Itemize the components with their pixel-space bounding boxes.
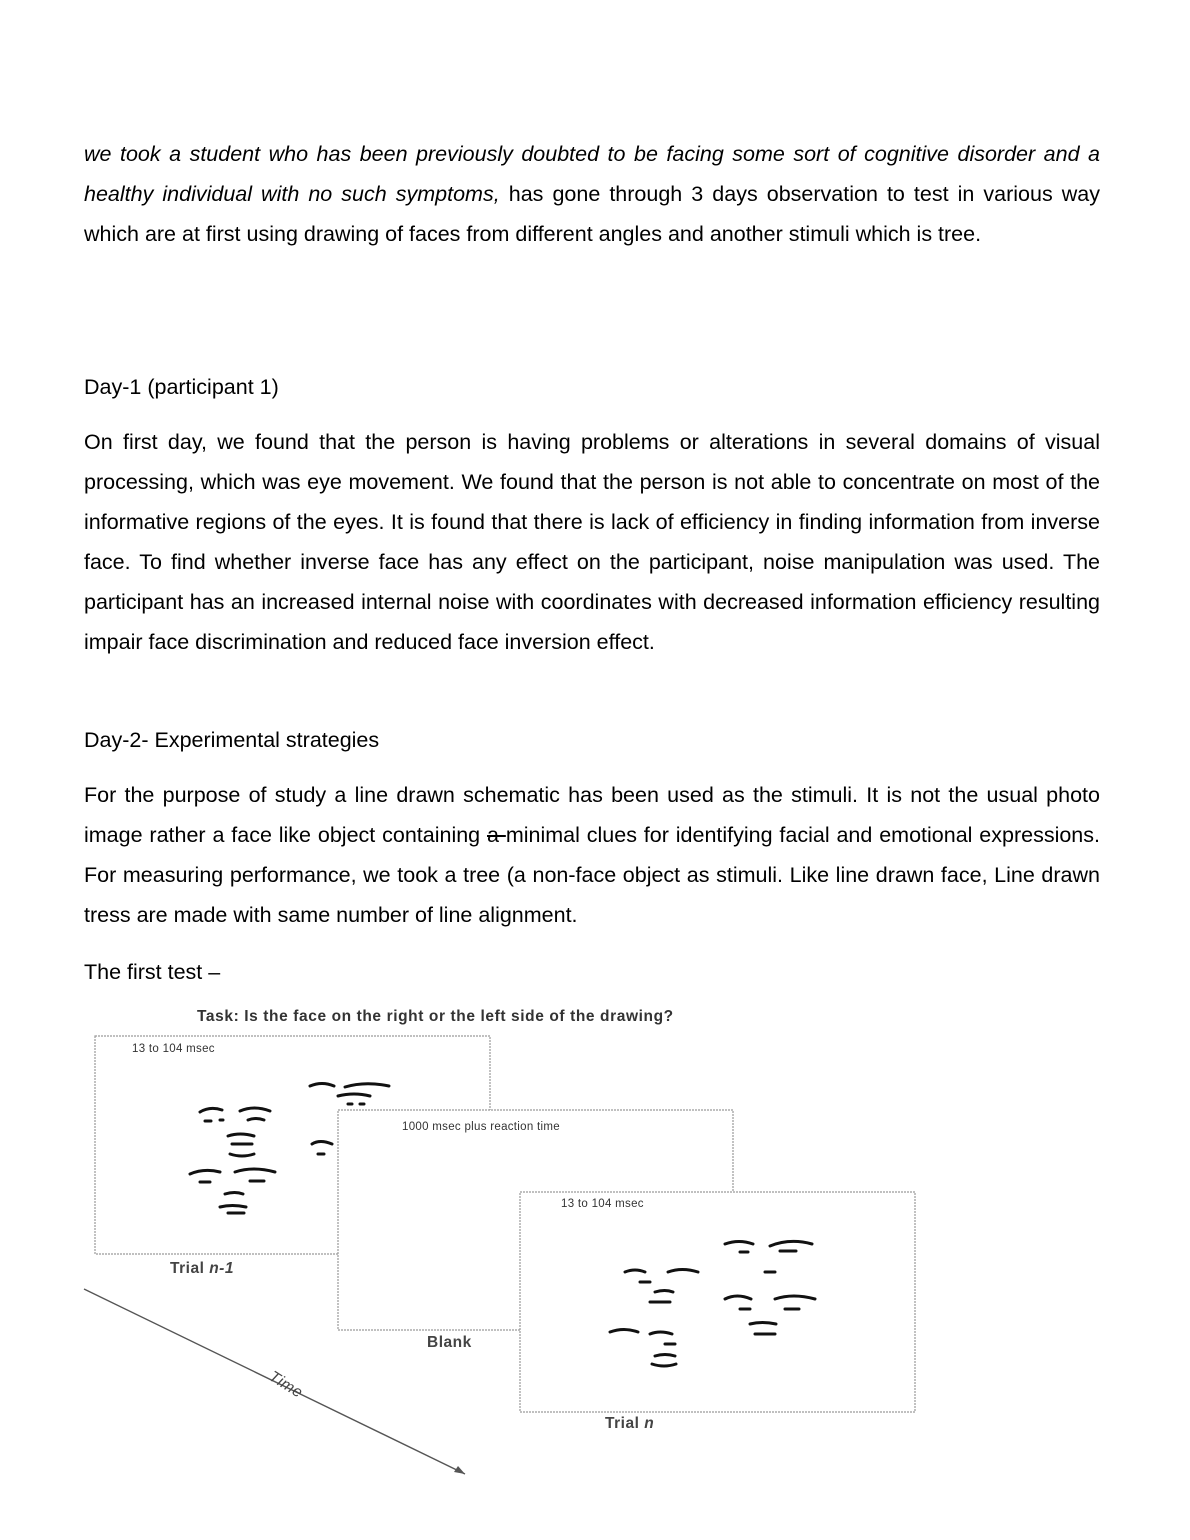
intro-text-b: which are at first using drawing of faces from different angles and another stimuli which is tree. <box>84 222 982 246</box>
trial-sequence-figure <box>80 1004 930 1484</box>
panel1-caption <box>170 1260 234 1278</box>
figure-task-title: Task: Is the face on the right or the left side of the drawing? <box>197 1008 674 1025</box>
panel1-caption-var: n-1 <box>209 1260 234 1277</box>
struck-text: a <box>487 823 506 847</box>
day2-heading: Day-2- Experimental strategies <box>84 728 380 752</box>
time-axis-arrowhead <box>454 1466 465 1474</box>
panel3-caption <box>605 1415 654 1433</box>
day1-heading: Day-1 (participant 1) <box>84 375 279 399</box>
panel1-duration-label: 13 to 104 msec <box>132 1043 215 1055</box>
day2-paragraph <box>84 775 1100 935</box>
panel2-duration-label: 1000 msec plus reaction time <box>402 1121 560 1133</box>
day1-paragraph: On first day, we found that the person is having problems or alterations in several domains of visual processing, which was eye movement. We found that the person is not able to concentrate on most of the informative regions of the eyes. It is found that there is lack of efficiency in finding information from inverse face. To find whether inverse face has any effect on the participant, noise manipulation was used. The participant has an increased internal noise with coordinates with decreased information efficiency resulting impair face discrimination and reduced face inversion effect. <box>84 430 1100 654</box>
panel-trial-n <box>520 1192 915 1412</box>
panel2-caption: Blank <box>427 1334 472 1351</box>
day2-text-a: For the purpose of study a line drawn schematic has been used as the stimuli. It is not the usual photo image rather a face like object containing <box>84 783 1100 847</box>
first-test-heading: The first test – <box>84 960 221 984</box>
panel3-caption-var: n <box>644 1415 655 1432</box>
intro-italic-text: we took a student who has been previously doubted to be facing some sort of cognitive disorder and a healthy individual with no such symptoms, <box>84 142 1100 206</box>
day2-text-b: minimal clues for identifying facial and emotional expressions. For measuring performance, we took a tree (a non-face object as stimuli. Like line drawn face, Line drawn tress are made with same number of line alignment. <box>84 823 1100 927</box>
panel3-caption-prefix: Trial <box>605 1415 645 1432</box>
intro-paragraph <box>84 134 1100 254</box>
intro-text-a: has gone through 3 days observation to test in various way <box>499 182 1100 206</box>
panel1-caption-prefix: Trial <box>170 1260 210 1277</box>
figure-drawing <box>80 1004 930 1484</box>
panel3-duration-label: 13 to 104 msec <box>561 1198 644 1210</box>
time-axis-label: Time <box>265 1368 306 1402</box>
